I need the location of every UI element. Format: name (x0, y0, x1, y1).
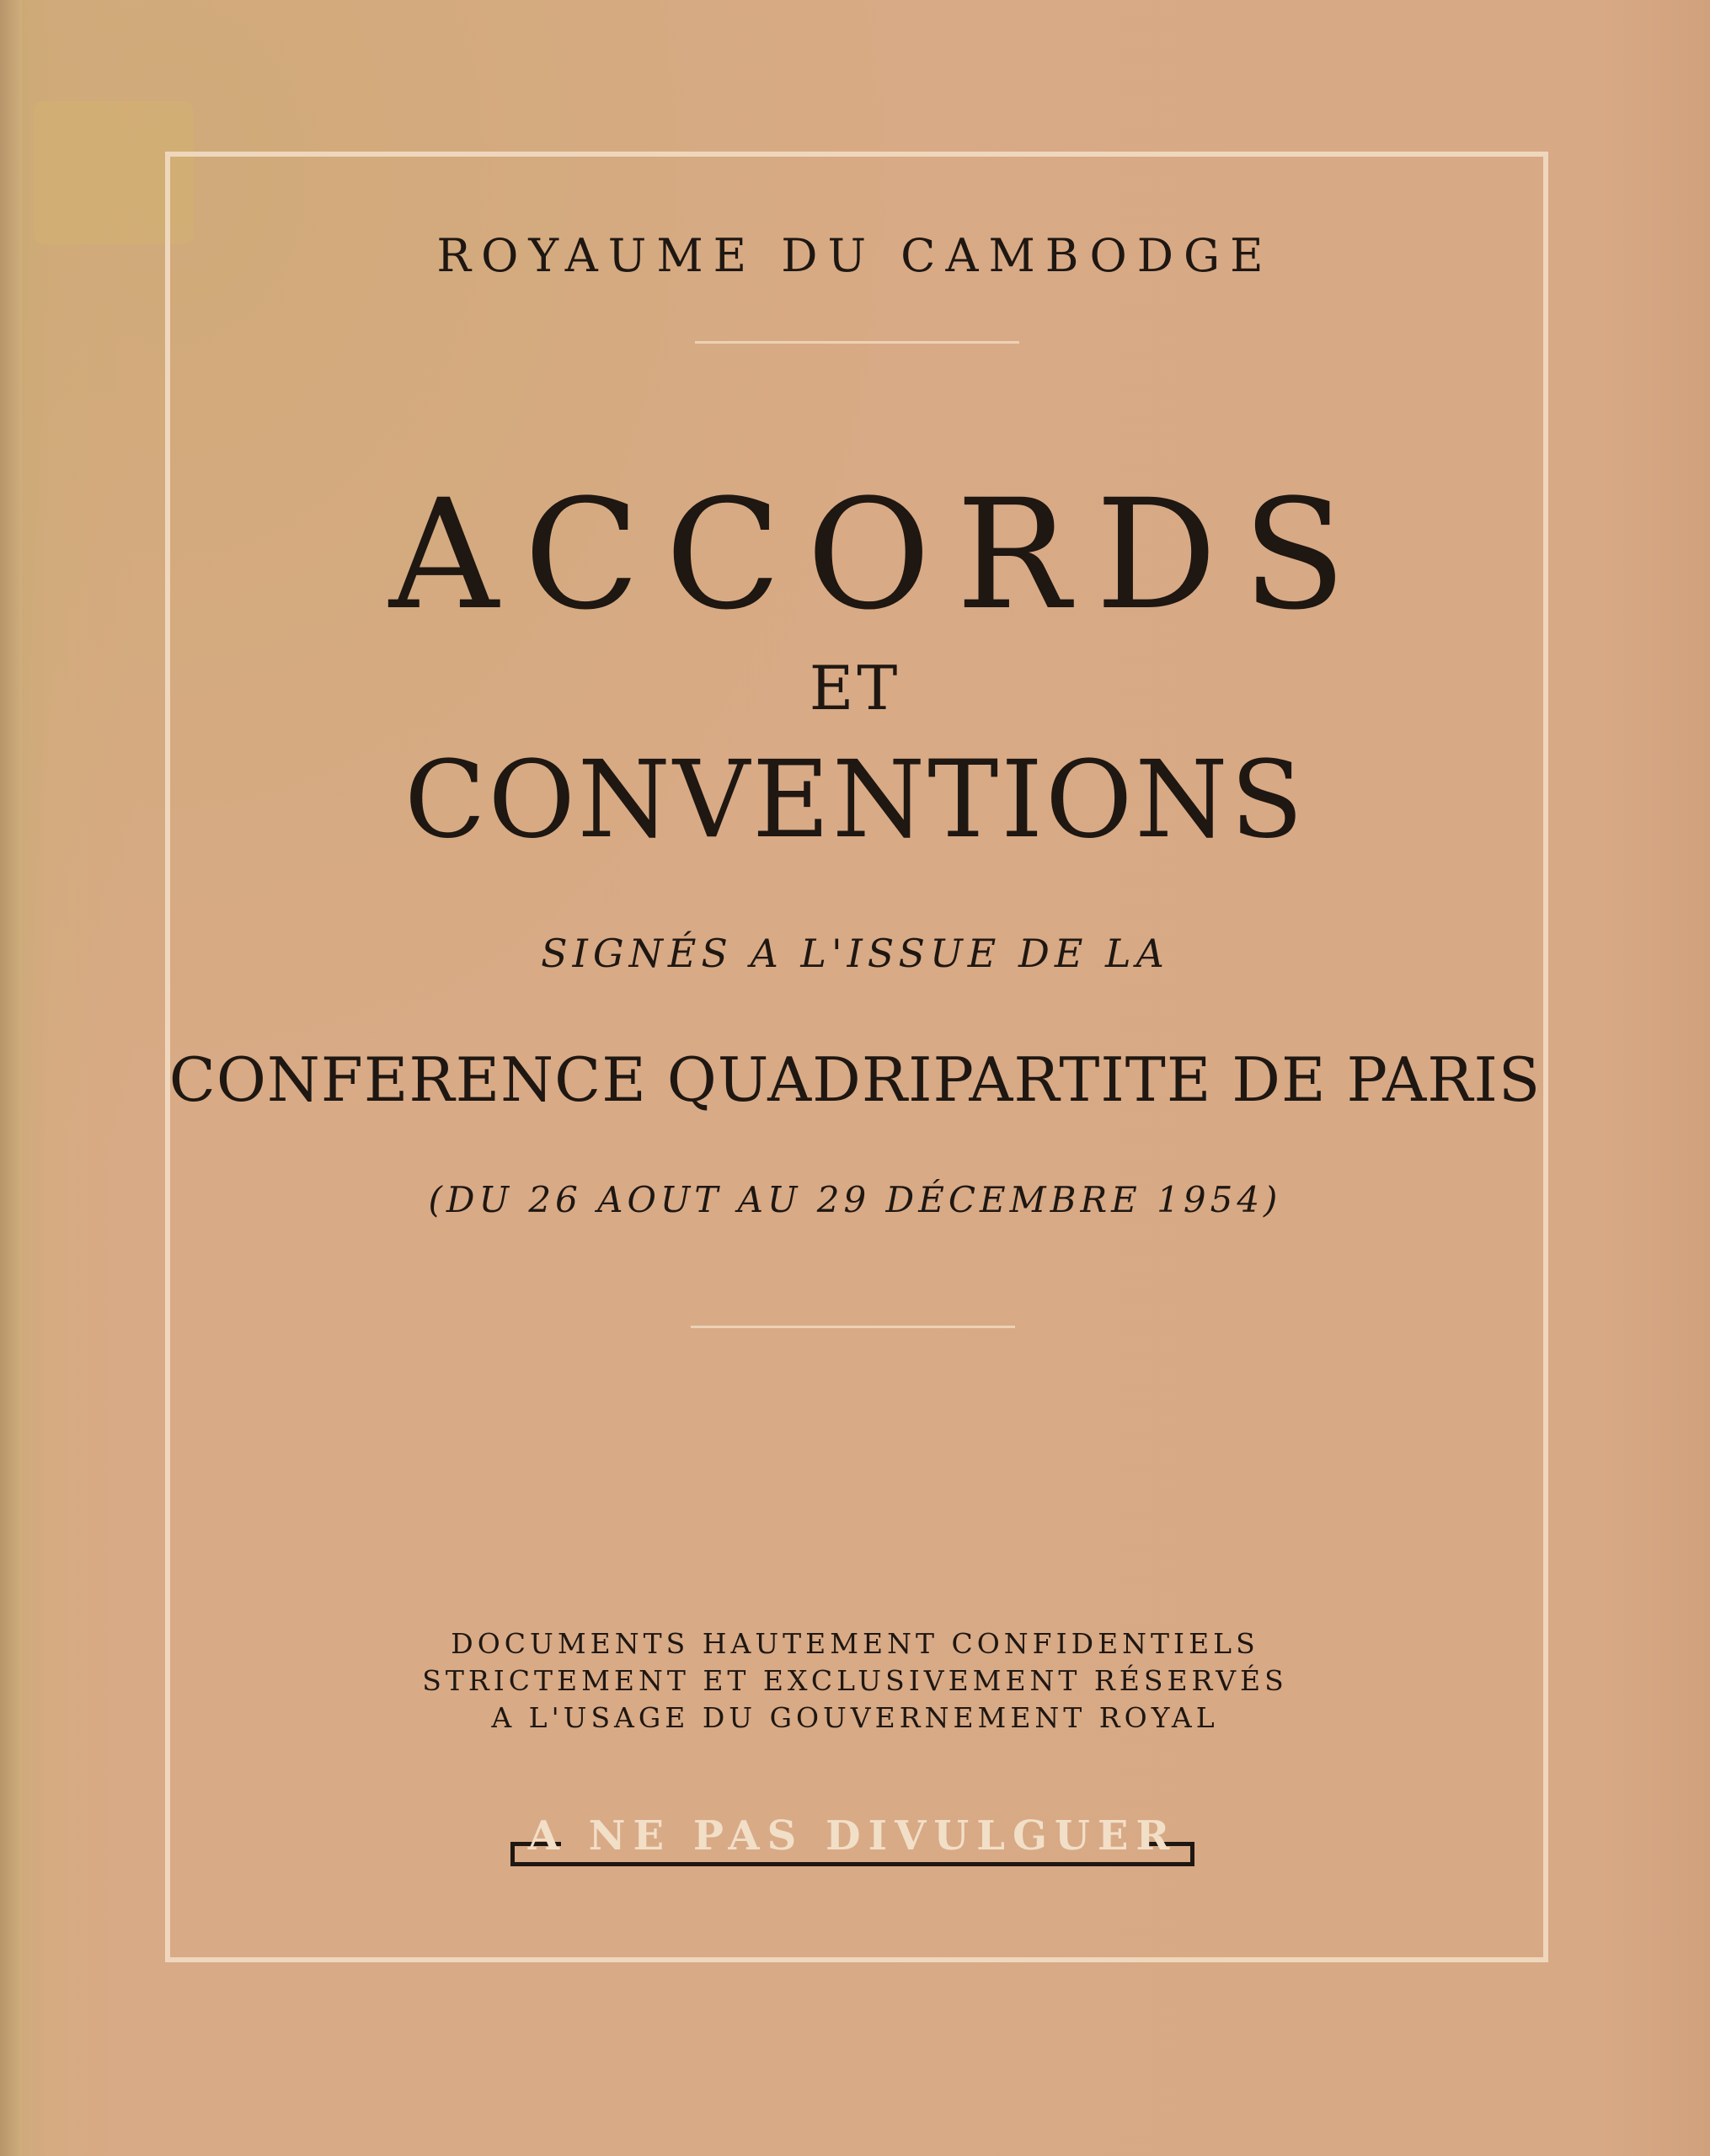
conference-name: CONFERENCE QUADRIPARTITE DE PARIS (168, 1044, 1542, 1115)
confidential-notice (0, 1625, 1710, 1737)
warning-label: A NE PAS DIVULGUER (527, 1812, 1178, 1860)
notice-line-3: A L'USAGE DU GOUVERNEMENT ROYAL (491, 1701, 1219, 1734)
title-conventions: CONVENTIONS (404, 738, 1306, 862)
notice-line-1: DOCUMENTS HAUTEMENT CONFIDENTIELS (451, 1627, 1259, 1660)
notice-line-2: STRICTEMENT ET EXCLUSIVEMENT RÉSERVÉS (422, 1664, 1288, 1697)
middle-divider (691, 1326, 1015, 1328)
kingdom-heading: ROYAUME DU CAMBODGE (436, 229, 1274, 282)
title-accords: ACCORDS (388, 467, 1372, 643)
title-et: ET (809, 653, 901, 723)
subtitle-signes: SIGNÉS A L'ISSUE DE LA (541, 931, 1169, 976)
conference-dates: (DU 26 AOUT AU 29 DÉCEMBRE 1954) (428, 1179, 1282, 1220)
top-divider (695, 341, 1019, 344)
